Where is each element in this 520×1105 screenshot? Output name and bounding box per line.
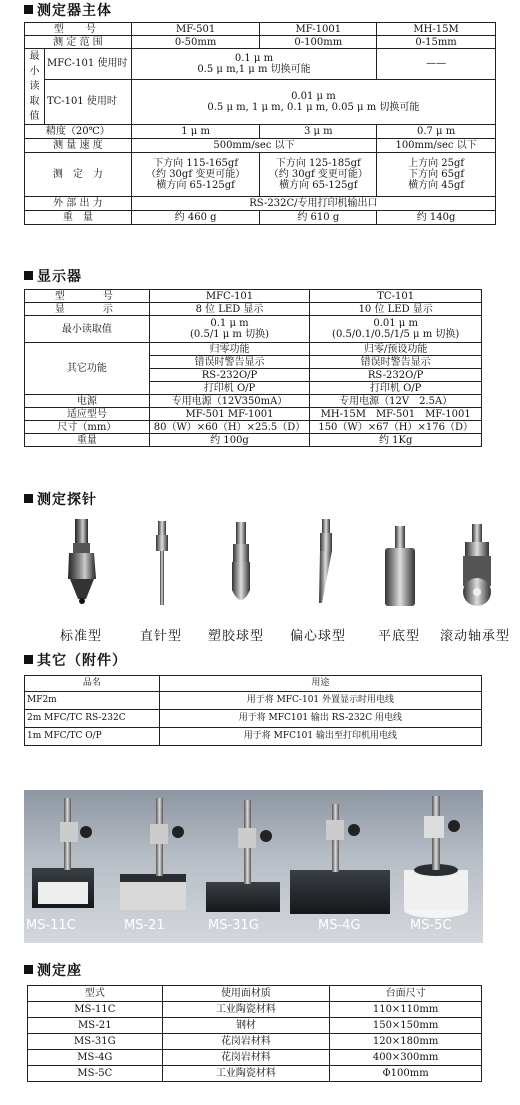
photo-caption-ms-4g: MS-4G [318, 918, 361, 933]
table-row: 2m MFC/TC RS-232C 用于将 MFC101 输出 RS-232C 用电线 [25, 710, 482, 728]
section-title-probe: 测定探针 [24, 489, 97, 509]
photo-caption-ms-31g: MS-31G [208, 918, 259, 933]
table-row: 重量 约 100g 约 1Kg [25, 434, 482, 447]
table-row: RS-232O/P RS-232O/P [25, 369, 482, 382]
table-row: 最小读取值 MFC-101 使用时 0.1 μ m 0.5 μ m,1 μ m 切换可能 —— [25, 49, 496, 80]
display-spec-table [24, 289, 482, 447]
min-read-vertical: 最小读取值 [29, 51, 40, 122]
table-row: 外 部 出 力 RS-232C/专用打印机输出口 [25, 197, 496, 211]
section-title-main: 测定器主体 [24, 0, 112, 20]
probe-label-standard: 标准型 [60, 629, 103, 644]
probe-label-rolling-bearing: 滚动轴承型 [440, 629, 511, 644]
accessories-table [24, 675, 482, 746]
table-row: 型 号 MFC-101 TC-101 [25, 290, 482, 303]
section-title-display: 显示器 [24, 266, 82, 286]
photo-caption-ms-21: MS-21 [124, 918, 165, 933]
table-row: 适应型号 MF-501 MF-1001 MH-15M MF-501 MF-1001 [25, 408, 482, 421]
table-row: 1m MFC/TC O/P 用于将 MFC101 输出至打印机用电线 [25, 728, 482, 746]
probe-label-eccentric-ball: 偏心球型 [290, 629, 347, 644]
table-row: 其它功能 归零功能 归零/预设功能 [25, 343, 482, 356]
table-row: MS-5C 工业陶瓷材料 Φ100mm [28, 1066, 482, 1082]
table-row: 错误时警告显示 错误时警告显示 [25, 356, 482, 369]
standard-probe-image [60, 517, 104, 607]
section-title-other: 其它（附件） [24, 650, 127, 670]
stand-spec-table [27, 985, 482, 1082]
table-row: TC-101 使用时 0.01 μ m 0.5 μ m, 1 μ m, 0.1 μ m, 0.05 μ m 切换可能 [25, 79, 496, 124]
probe-label-flat-bottom: 平底型 [378, 629, 421, 644]
probe-label-straight: 直针型 [140, 629, 183, 644]
section-title-stand: 测定座 [24, 960, 82, 980]
flat-bottom-probe-image [380, 524, 420, 610]
table-row: 打印机 O/P 打印机 O/P [25, 382, 482, 395]
main-spec-table [24, 22, 496, 225]
eccentric-ball-probe-image [308, 517, 338, 607]
table-row: 型 号 MF-501 MF-1001 MH-15M [25, 23, 496, 36]
photo-caption-ms-11c: MS-11C [26, 918, 76, 933]
table-row: 品名 用途 [25, 676, 482, 692]
table-row: MS-4G 花岗岩材料 400×300mm [28, 1050, 482, 1066]
table-row: MS-11C 工业陶瓷材料 110×110mm [28, 1002, 482, 1018]
table-row: 最小读取值 0.1 μ m (0.5/1 μ m 切换) 0.01 μ m (0.5/0.1/0.5/1/5 μ m 切换) [25, 316, 482, 343]
table-row: MS-31G 花岗岩材料 120×180mm [28, 1034, 482, 1050]
table-row: 尺寸（mm） 80（W）×60（H）×25.5（D） 150（W）×67（H）×176（D） [25, 421, 482, 434]
table-row: 测 定 范 围 0-50mm 0-100mm 0-15mm [25, 36, 496, 49]
straight-pin-probe-image [150, 519, 174, 609]
table-row: 精度（20℃） 1 μ m 3 μ m 0.7 μ m [25, 125, 496, 139]
table-row: 显 示 8 位 LED 显示 10 位 LED 显示 [25, 303, 482, 316]
table-row: MS-21 钢材 150×150mm [28, 1018, 482, 1034]
table-row: 测 定 力 下方向 115-165gf （约 30gf 变更可能） 横方向 65-125gf 下方向 125-185gf （约 30gf 变更可能） 横方向 65-125gf 上方向 25gf 下方向 65gf 横方向 45gf [25, 153, 496, 197]
table-row: MF2m 用于将 MFC-101 外置显示时用电线 [25, 692, 482, 710]
plastic-ball-probe-image [226, 520, 256, 610]
table-row: 电源 专用电源（12V350mA） 专用电源（12V 2.5A） [25, 395, 482, 408]
photo-caption-ms-5c: MS-5C [410, 918, 452, 933]
probe-label-plastic-ball: 塑胶球型 [208, 629, 265, 644]
table-row: 重 量 约 460 g 约 610 g 约 140g [25, 211, 496, 225]
table-row: 型式 使用面材质 台面尺寸 [28, 986, 482, 1002]
rolling-bearing-probe-image [456, 522, 498, 610]
table-row: 测 量 速 度 500mm/sec 以下 100mm/sec 以下 [25, 139, 496, 153]
